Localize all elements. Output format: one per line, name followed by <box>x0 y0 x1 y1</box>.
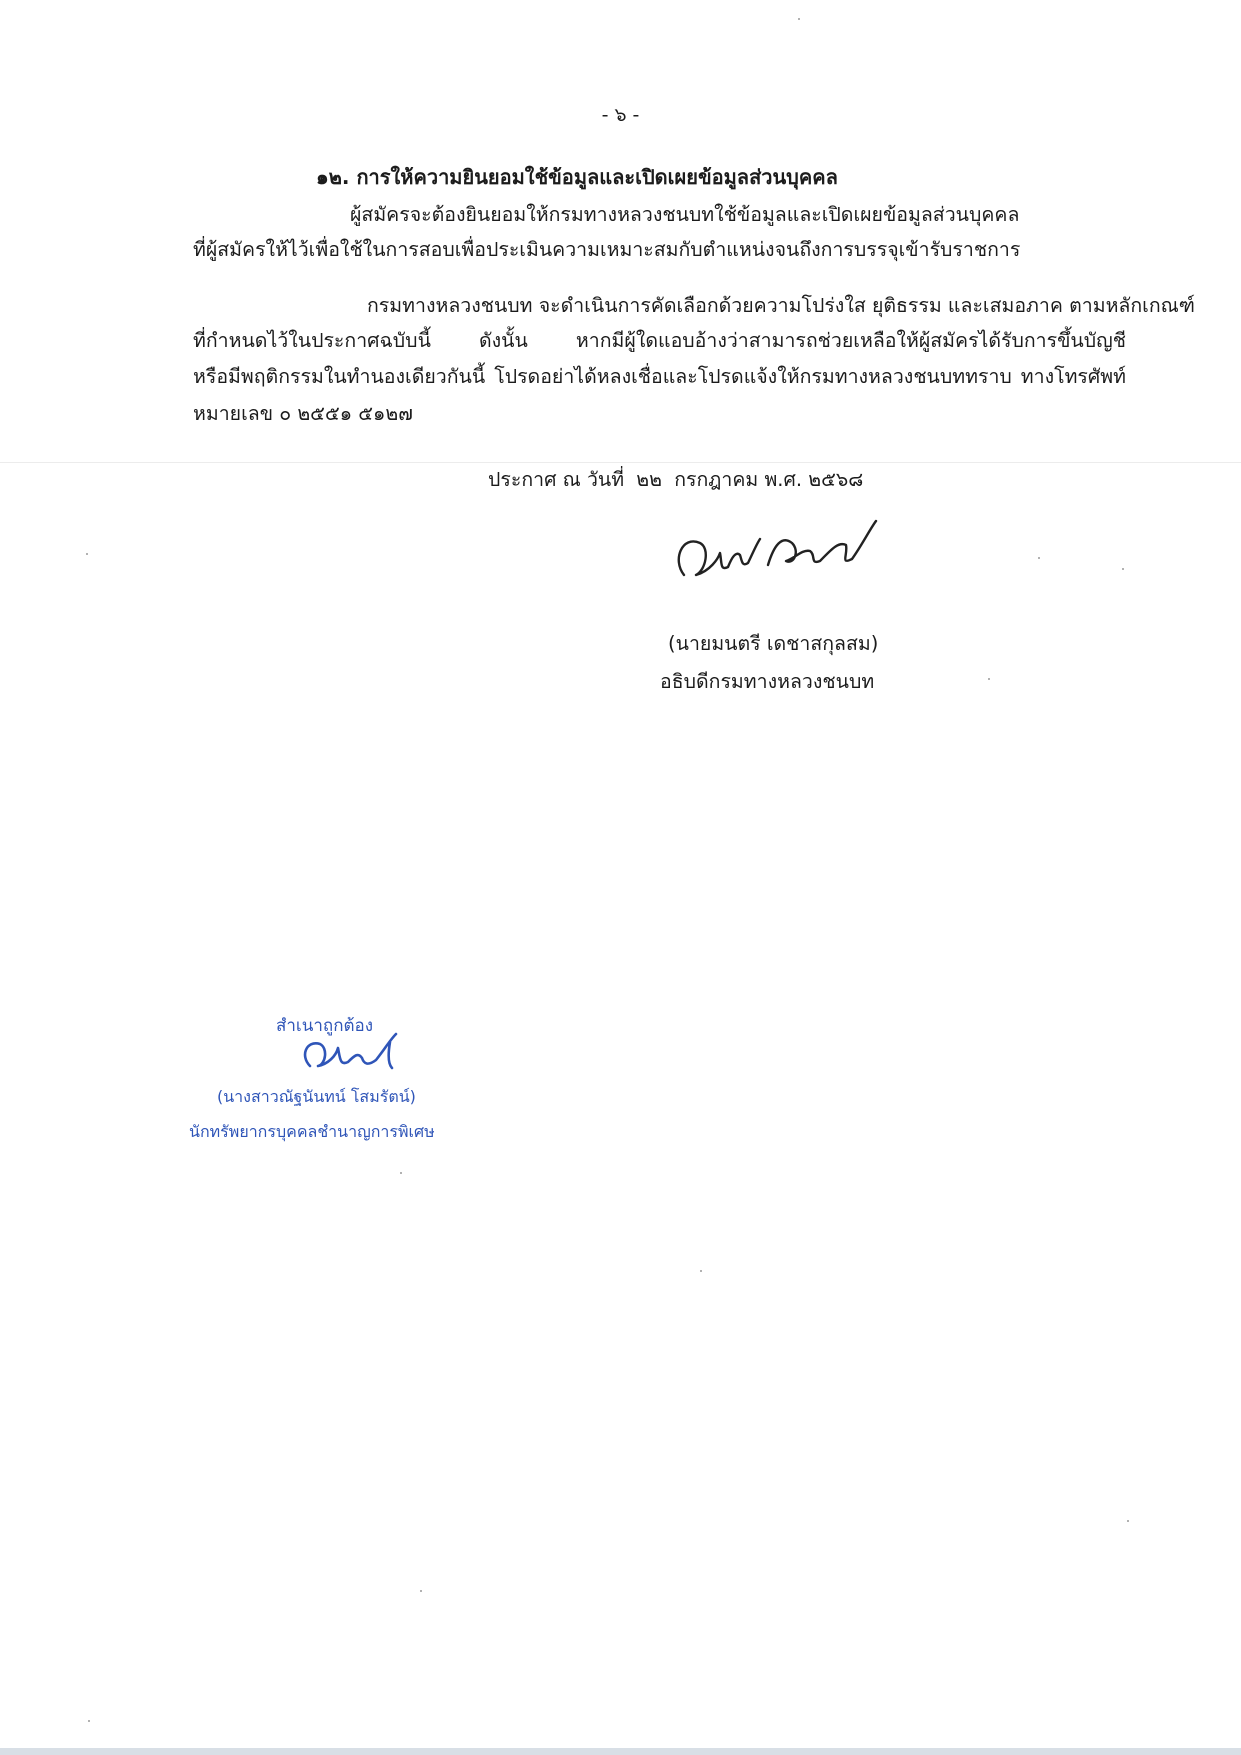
certified-copy-label: สำเนาถูกต้อง <box>276 1016 374 1036</box>
scan-bottom-edge <box>0 1748 1241 1755</box>
paragraph1-line2: ที่ผู้สมัครให้ไว้เพื่อใช้ในการสอบเพื่อประเมินความเหมาะสมกับตำแหน่งจนถึงการบรรจุเข้ารับราชการ <box>193 238 1021 261</box>
page-number: - ๖ - <box>601 104 640 126</box>
scan-fold-line <box>0 462 1241 463</box>
certifier-position: นักทรัพยากรบุคคลชำนาญการพิเศษ <box>189 1122 435 1141</box>
paragraph2-line1: กรมทางหลวงชนบท จะดำเนินการคัดเลือกด้วยความโปร่งใส ยุติธรรม และเสมอภาค ตามหลักเกณฑ์ <box>367 294 1195 317</box>
signatory-position: อธิบดีกรมทางหลวงชนบท <box>660 670 875 693</box>
paragraph2-line2: ที่กำหนดไว้ในประกาศฉบับนี้ ดังนั้น หากมีผู้ใดแอบอ้างว่าสามารถช่วยเหลือให้ผู้สมัครได้รับการขึ้นบัญชี <box>193 329 1126 352</box>
date-month-year: กรกฎาคม พ.ศ. ๒๕๖๘ <box>674 468 864 491</box>
paragraph2-line3: หรือมีพฤติกรรมในทำนองเดียวกันนี้ โปรดอย่าได้หลงเชื่อและโปรดแจ้งให้กรมทางหลวงชนบททราบ ทางโทรศัพท์ <box>193 365 1126 388</box>
director-signature <box>670 515 890 600</box>
paragraph2-line4: หมายเลข ๐ ๒๕๕๑ ๕๑๒๗ <box>193 402 413 425</box>
signatory-name: (นายมนตรี เดชาสกุลสม) <box>668 632 879 655</box>
certifier-name: (นางสาวณัฐนันทน์ โสมรัตน์) <box>217 1087 416 1106</box>
paragraph1-line1: ผู้สมัครจะต้องยินยอมให้กรมทางหลวงชนบทใช้ข้อมูลและเปิดเผยข้อมูลส่วนบุคคล <box>350 203 1020 226</box>
section-heading: ๑๒. การให้ความยินยอมใช้ข้อมูลและเปิดเผยข้อมูลส่วนบุคคล <box>316 165 838 189</box>
date-prefix: ประกาศ ณ วันที่ <box>488 468 625 491</box>
certifier-signature <box>292 1030 412 1078</box>
announcement-date <box>488 470 863 490</box>
date-day: ๒๒ <box>636 468 663 491</box>
